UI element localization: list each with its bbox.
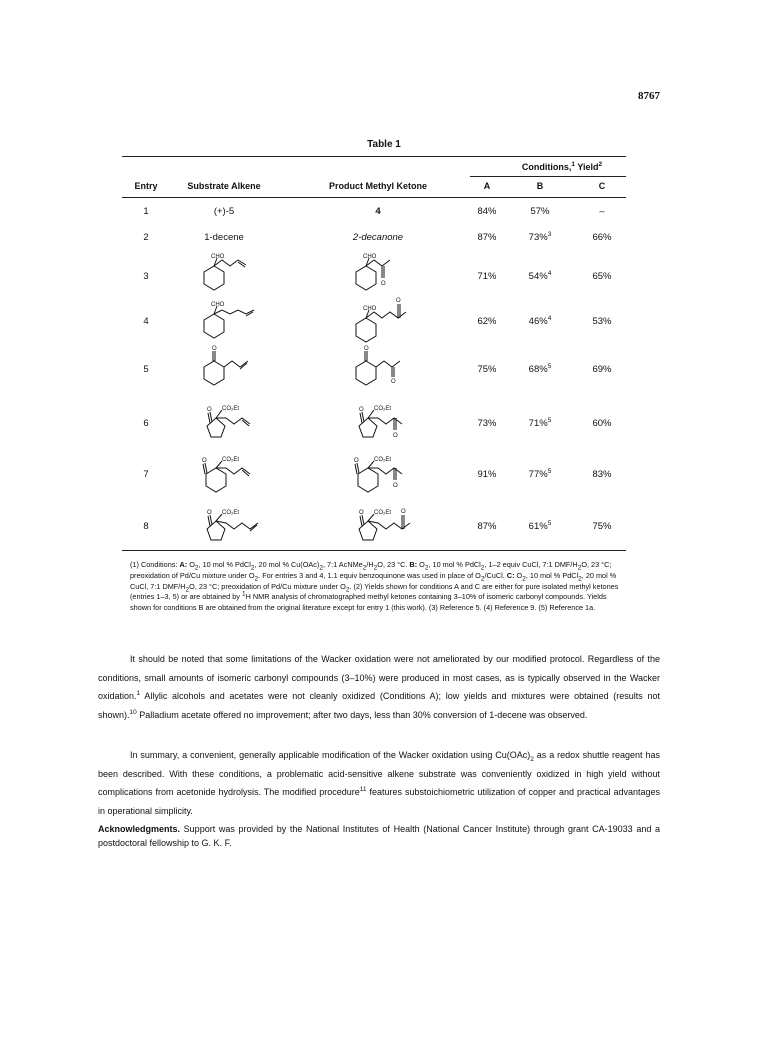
svg-text:O: O (202, 458, 207, 464)
row6-entry: 6 (143, 418, 149, 429)
row1-product: 4 (375, 206, 381, 217)
svg-text:CO₂Et: CO₂Et (222, 457, 239, 463)
row7-yield-a: 91% (477, 469, 497, 480)
row4-yield-b: 46%$^4$ (528, 314, 552, 327)
col-header-b: B (536, 181, 544, 191)
svg-text:O: O (354, 458, 359, 464)
row6-yield-a: 73% (477, 418, 497, 429)
table-bottom-rule (122, 550, 626, 551)
row5-entry: 5 (143, 364, 149, 375)
row7-product-structure (352, 452, 427, 497)
svg-text:CHO: CHO (363, 306, 377, 312)
svg-text:CO₂Et: CO₂Et (374, 510, 391, 516)
svg-text:O: O (393, 433, 398, 439)
row5-yield-a: 75% (477, 364, 497, 375)
row4-entry: 4 (143, 316, 149, 327)
row3-yield-a: 71% (477, 271, 497, 282)
svg-text:O: O (396, 298, 401, 304)
row2-product: 2-decanone (352, 232, 404, 243)
svg-text:CO₂Et: CO₂Et (222, 510, 239, 516)
row8-yield-c: 75% (592, 521, 612, 532)
svg-text:CO₂Et: CO₂Et (222, 406, 239, 412)
conditions-header: Conditions,$^1$ Yield$^2$ (521, 161, 603, 172)
col-header-a: A (483, 181, 491, 191)
col-header-c: C (598, 181, 606, 191)
table-top-rule (122, 156, 626, 157)
row5-yield-b: 68%$^5$ (528, 362, 552, 375)
svg-text:O: O (401, 509, 406, 515)
row7-substrate-structure (200, 452, 275, 497)
row5-product-structure (352, 345, 422, 390)
row7-entry: 7 (143, 469, 149, 480)
row1-yield-a: 84% (477, 206, 497, 217)
row2-substrate: 1-decene (204, 232, 244, 243)
row7-yield-c: 83% (592, 469, 612, 480)
row2-entry: 2 (143, 232, 149, 243)
row4-substrate-structure (200, 298, 270, 343)
body-paragraph-1: It should be noted that some limitations of the Wacker oxidation were not ameliorated by our modified protocol. Regardless of the conditions, small amounts of isomeric carbonyl compounds (3–10%) were produced in most cases, as is typically observed in the Wacker oxidation.$^1$ Allylic alcohols and acetates were not cleanly oxidized (Conditions A); low yields and mixtures were obtained (results not shown).$^{10}$ Palladium acetate offered no improvement; after two days, less than 30% conversion of 1-decene was observed. (98, 654, 660, 720)
row8-yield-a: 87% (477, 521, 497, 532)
col-header-product: Product Methyl Ketone (328, 181, 427, 191)
col-header-entry: Entry (134, 181, 158, 191)
table-title: Table 1 (367, 139, 401, 150)
svg-text:O: O (381, 281, 386, 287)
col-header-substrate: Substrate Alkene (187, 181, 261, 191)
row3-substrate-structure (200, 252, 270, 297)
table-footnotes: (1) Conditions: A: $O_2$, 10 mol % PdCl$_2$, 20 mol % $Cu(OAc)_2$, 7:1 $AcNMe_2/H_2O$, 23 °C. B: $O_2$, 10 mol % PdCl$_2$, 1–2 equiv CuCl, 7:1 DMF/$H_2O$, 23 °C; preoxidation of Pd/Cu mixture under $O_2$. For entries 3 and 4, 1.1 equiv benzoquinone was used in place of $O_2$/CuCl. C: $O_2$, 10 mol % PdCl$_2$, 20 mol % CuCl, 7:1 DMF/$H_2O$, 23 °C; preoxidation of Pd/Cu mixture under $O_2$. (2) Yields shown for conditions A and C are either for pure isolated methyl ketones (entries 1–3, 5) or are obtained by $^1$H NMR analysis of chromatographed methyl ketones containing 3–10% of isomeric carbonyl compounds. Yields shown for conditions B are obtained from the original literature except for entry 1 (this work). (3) Reference 5. (4) Reference 9. (5) Reference 1a. (130, 560, 619, 613)
svg-text:O: O (359, 407, 364, 413)
row8-product-structure (352, 505, 432, 545)
svg-text:CO₂Et: CO₂Et (374, 457, 391, 463)
row8-yield-b: 61%$^5$ (528, 519, 552, 532)
row5-yield-c: 69% (592, 364, 612, 375)
row5-substrate-structure (200, 345, 270, 390)
row8-entry: 8 (143, 521, 149, 532)
row3-entry: 3 (143, 271, 149, 282)
row1-yield-b: 57% (530, 206, 550, 217)
svg-text:CHO: CHO (211, 302, 225, 308)
row6-yield-c: 60% (592, 418, 612, 429)
svg-text:O: O (393, 483, 398, 489)
svg-text:O: O (364, 346, 369, 352)
row4-yield-a: 62% (477, 316, 497, 327)
row6-product-structure (352, 400, 427, 445)
body-paragraph-2: In summary, a convenient, generally applicable modification of the Wacker oxidation using $Cu(OAc)_2$ as a redox shuttle reagent has been described. With these conditions, a problematic acid-sensitive alkene substrate was conveniently oxidized in high yield without complications from acetonide hydrolysis. The modified procedure$^{11}$ features substoichiometric utilization of copper and practical advantages in operational simplicity. (98, 750, 660, 816)
svg-text:CHO: CHO (211, 254, 225, 260)
row6-yield-b: 71%$^5$ (528, 416, 552, 429)
row8-substrate-structure (200, 505, 280, 545)
row3-product-structure (352, 252, 422, 297)
row4-product-structure (352, 294, 422, 344)
row3-yield-c: 65% (592, 271, 612, 282)
acknowledgments-title: Acknowledgments. (98, 824, 181, 834)
svg-text:CO₂Et: CO₂Et (374, 406, 391, 412)
row6-substrate-structure (200, 400, 275, 445)
header-bottom-rule (122, 197, 626, 198)
svg-text:O: O (391, 379, 396, 385)
svg-text:O: O (359, 510, 364, 516)
row1-yield-c: – (599, 206, 605, 217)
row2-yield-a: 87% (477, 232, 497, 243)
svg-text:O: O (212, 346, 217, 352)
svg-text:CHO: CHO (363, 254, 377, 260)
row7-yield-b: 77%$^5$ (528, 467, 552, 480)
page-number: 8767 (638, 90, 660, 102)
row4-yield-c: 53% (592, 316, 612, 327)
acknowledgments: Acknowledgments. Support was provided by the National Institutes of Health (National Cancer Institute) through grant CA-19033 and a postdoctoral fellowship to G. K. F. (98, 824, 660, 848)
row1-substrate: (+)-5 (213, 206, 235, 217)
svg-text:O: O (207, 407, 212, 413)
row2-yield-b: 73%$^3$ (528, 230, 552, 243)
row3-yield-b: 54%$^4$ (528, 269, 552, 282)
conditions-underline (470, 176, 626, 177)
row2-yield-c: 66% (592, 232, 612, 243)
svg-text:O: O (207, 510, 212, 516)
row1-entry: 1 (143, 206, 149, 217)
